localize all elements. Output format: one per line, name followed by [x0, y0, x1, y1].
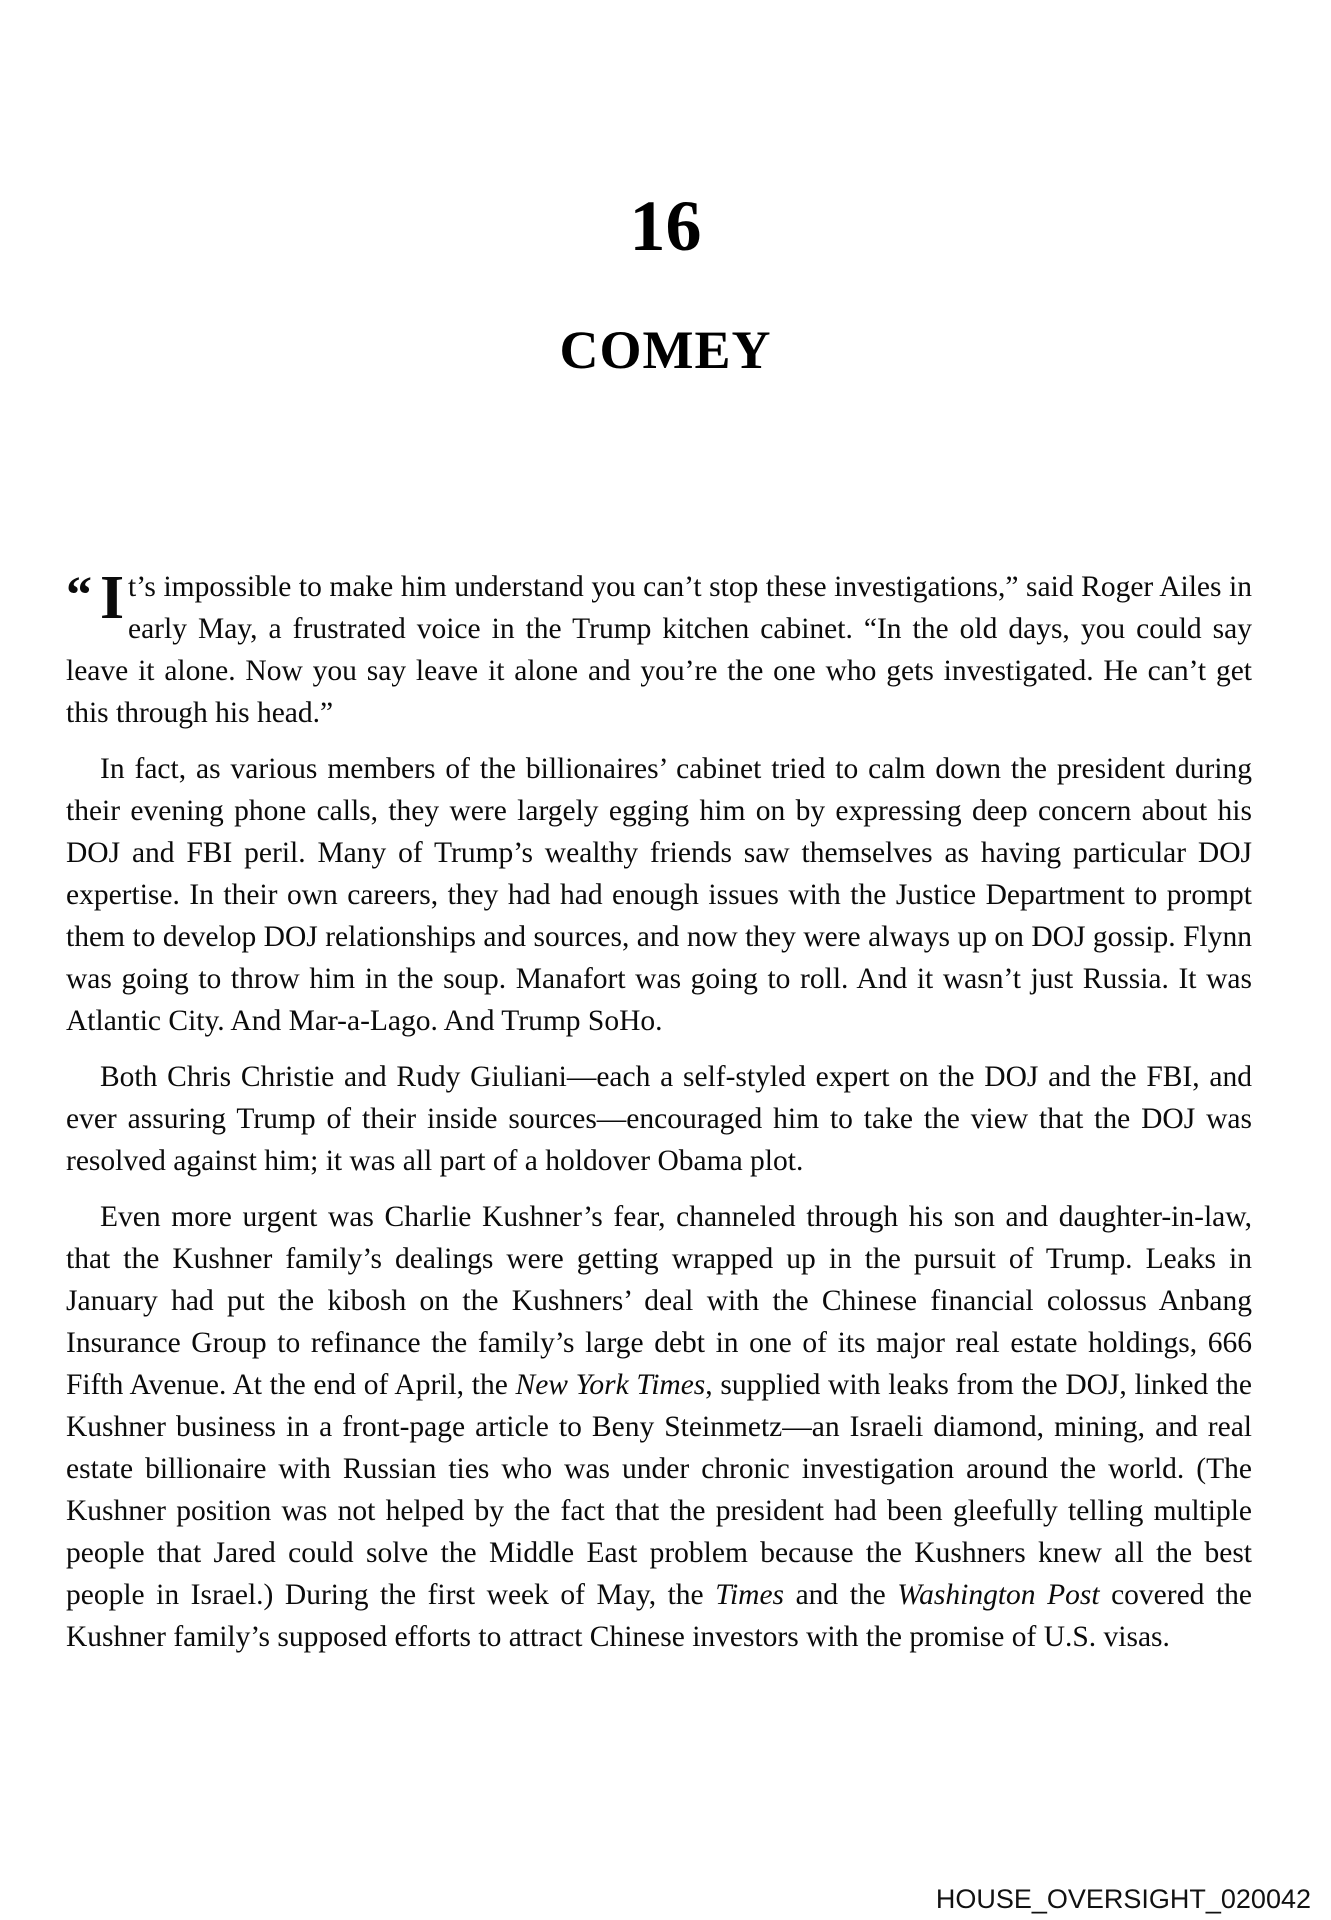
- drop-cap-open-quote: “: [66, 567, 89, 624]
- publication-name-washington-post: Washington Post: [897, 1579, 1100, 1611]
- drop-cap: [66, 564, 125, 646]
- paragraph-4-segment: covered the Kushner family’s supposed efforts to attract Chinese investors with the promise of U.S. visas.: [66, 1579, 1252, 1653]
- paragraph-2: [66, 748, 1252, 1042]
- chapter-number: 16: [629, 186, 702, 266]
- paragraph-4: [66, 1196, 1252, 1658]
- paragraph-3-text: Both Chris Christie and Rudy Giuliani—each a self-styled expert on the DOJ and the FBI, and ever assuring Trump of their inside sources—encouraged him to take the view that the DOJ was resolved against him; it was all part of a holdover Obama plot.: [66, 1061, 1252, 1177]
- bates-stamp: HOUSE_OVERSIGHT_020042: [935, 1884, 1311, 1914]
- paragraph-4-segment: , supplied with leaks from the DOJ, linked the Kushner business in a front-page article to Beny Steinmetz—an Israeli diamond, mining, and real estate billionaire with Russian ties who was under chronic investigation around the world. (The Kushner position was not helped by the fact that the president had been gleefully telling multiple people that Jared could solve the Middle East problem because the Kushners knew all the best people in Israel.) During the first week of May, the: [66, 1369, 1252, 1611]
- body-text: [66, 566, 1252, 1672]
- paragraph-3: [66, 1056, 1252, 1182]
- drop-cap-letter: I: [100, 564, 125, 632]
- publication-name-new-york-times: New York Times: [515, 1369, 706, 1401]
- paragraph-4-segment: Even more urgent was Charlie Kushner’s fear, channeled through his son and daughter-in-law, that the Kushner family’s dealings were getting wrapped up in the pursuit of Trump. Leaks in January had put the kibosh on the Kushners’ deal with the Chinese financial colossus Anbang Insurance Group to refinance the family’s large debt in one of its major real estate holdings, 666 Fifth Avenue. At the end of April, the: [66, 1201, 1252, 1401]
- chapter-title: COMEY: [559, 320, 772, 380]
- paragraph-4-segment: and the: [784, 1579, 898, 1611]
- paragraph-2-text: In fact, as various members of the billionaires’ cabinet tried to calm down the president during their evening phone calls, they were largely egging him on by expressing deep concern about his DOJ and FBI peril. Many of Trump’s wealthy friends saw themselves as having particular DOJ expertise. In their own careers, they had had enough issues with the Justice Department to prompt them to develop DOJ relationships and sources, and now they were always up on DOJ gossip. Flynn was going to throw him in the soup. Manafort was going to roll. And it wasn’t just Russia. It was Atlantic City. And Mar-a-Lago. And Trump SoHo.: [66, 753, 1252, 1037]
- publication-name-times: Times: [715, 1579, 785, 1611]
- paragraph-1-text: t’s impossible to make him understand you can’t stop these investigations,” said Roger Ailes in early May, a frustrated voice in the Trump kitchen cabinet. “In the old days, you could say leave it alone. Now you say leave it alone and you’re the one who gets investigated. He can’t get this through his head.”: [66, 571, 1252, 729]
- paragraph-1: [66, 566, 1252, 734]
